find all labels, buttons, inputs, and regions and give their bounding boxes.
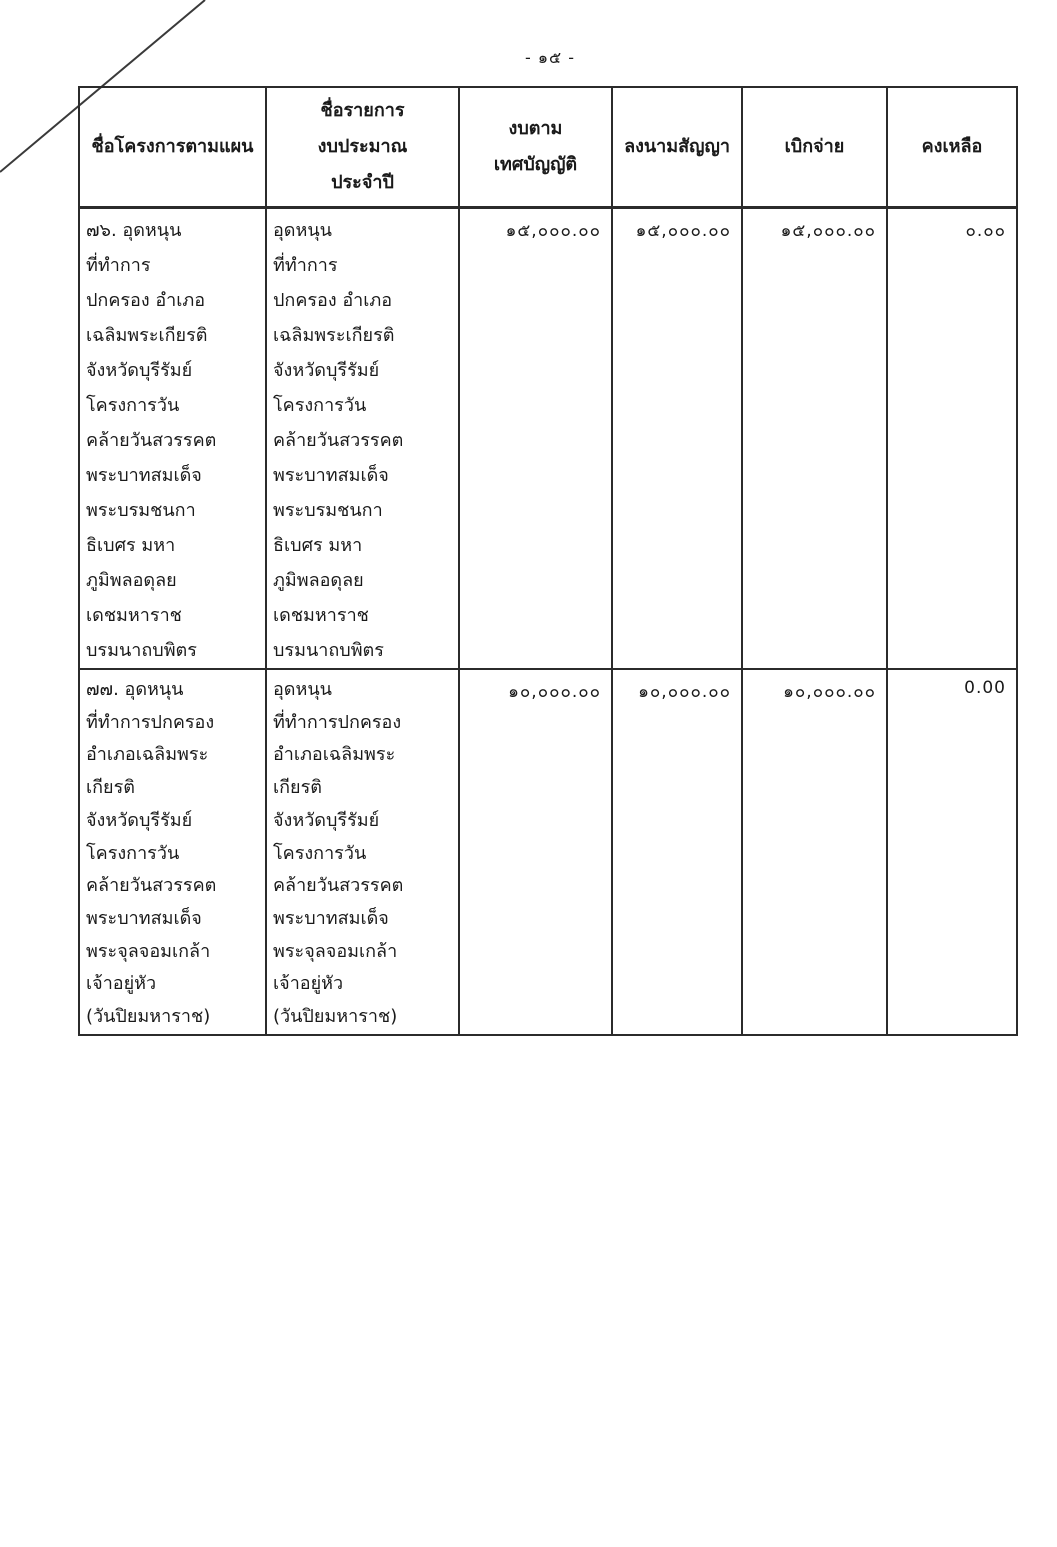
table-row bbox=[79, 208, 1017, 670]
cell-line: อำเภอเฉลิมพระ bbox=[273, 744, 396, 766]
contract-cell bbox=[612, 208, 742, 670]
cell-line: จังหวัดบุรีรัมย์ bbox=[273, 360, 380, 381]
disbursed-cell bbox=[742, 669, 887, 1035]
header-appropriation bbox=[459, 87, 612, 208]
plan-name-text bbox=[80, 670, 265, 1034]
cell-line: โครงการวัน bbox=[273, 842, 367, 864]
header-remaining-text: คงเหลือ bbox=[921, 136, 983, 157]
cell-line: พระบาทสมเด็จ bbox=[86, 907, 202, 929]
disbursed-value: ๑๕,๐๐๐.๐๐ bbox=[780, 221, 876, 241]
cell-line: ที่ทำการ bbox=[273, 255, 338, 276]
cell-line: ที่ทำการปกครอง bbox=[273, 711, 402, 733]
header-contract-text: ลงนามสัญญา bbox=[624, 136, 730, 157]
header-appropriation-line: งบตาม bbox=[508, 118, 563, 139]
plan-name-cell bbox=[79, 669, 266, 1035]
cell-line: ปกครอง อำเภอ bbox=[273, 290, 393, 311]
cell-line: เฉลิมพระเกียรติ bbox=[86, 325, 208, 346]
cell-line: ภูมิพลอดุลย bbox=[86, 570, 177, 591]
contract-value: ๑๕,๐๐๐.๐๐ bbox=[635, 221, 731, 241]
appropriation-value: ๑๐,๐๐๐.๐๐ bbox=[508, 682, 601, 702]
remaining-value: 0.00 bbox=[964, 678, 1006, 698]
header-contract bbox=[612, 87, 742, 208]
header-appropriation-line: เทศบัญญัติ bbox=[493, 154, 578, 175]
table-header-row bbox=[79, 87, 1017, 208]
budget-item-cell bbox=[266, 208, 459, 670]
cell-line: บรมนาถบพิตร bbox=[86, 640, 197, 661]
cell-line: คล้ายวันสวรรคต bbox=[273, 430, 404, 451]
cell-line: จังหวัดบุรีรัมย์ bbox=[86, 809, 193, 831]
plan-name-text bbox=[80, 209, 265, 668]
remaining-cell bbox=[887, 208, 1017, 670]
cell-line: เจ้าอยู่หัว bbox=[273, 973, 344, 995]
remaining-value: ๐.๐๐ bbox=[965, 221, 1006, 241]
contract-value: ๑๐,๐๐๐.๐๐ bbox=[638, 682, 731, 702]
cell-line: ๗๗. อุดหนุน bbox=[86, 679, 184, 700]
cell-line: เฉลิมพระเกียรติ bbox=[273, 325, 395, 346]
cell-line: (วันปิยมหาราช) bbox=[273, 1006, 398, 1028]
budget-table bbox=[78, 86, 1018, 1036]
cell-line: ที่ทำการ bbox=[86, 255, 151, 276]
cell-line: พระบรมชนกา bbox=[273, 500, 383, 521]
cell-line: เจ้าอยู่หัว bbox=[86, 973, 157, 995]
disbursed-value: ๑๐,๐๐๐.๐๐ bbox=[783, 682, 876, 702]
cell-line: โครงการวัน bbox=[86, 395, 180, 416]
cell-line: ภูมิพลอดุลย bbox=[273, 570, 364, 591]
cell-line: คล้ายวันสวรรคต bbox=[273, 875, 404, 897]
cell-line: พระจุลจอมเกล้า bbox=[86, 940, 211, 962]
cell-line: ที่ทำการปกครอง bbox=[86, 711, 215, 733]
header-disbursed bbox=[742, 87, 887, 208]
page-number: - ๑๕ - bbox=[525, 48, 575, 67]
appropriation-value: ๑๕,๐๐๐.๐๐ bbox=[505, 221, 601, 241]
appropriation-cell bbox=[459, 208, 612, 670]
header-budget-item-line: งบประมาณ bbox=[317, 136, 408, 157]
cell-line: คล้ายวันสวรรคต bbox=[86, 875, 217, 897]
cell-line: โครงการวัน bbox=[273, 395, 367, 416]
cell-line: พระบรมชนกา bbox=[86, 500, 196, 521]
header-disbursed-text: เบิกจ่าย bbox=[784, 136, 845, 157]
cell-line: จังหวัดบุรีรัมย์ bbox=[86, 360, 193, 381]
disbursed-cell bbox=[742, 208, 887, 670]
cell-line: พระบาทสมเด็จ bbox=[273, 907, 389, 929]
cell-line: จังหวัดบุรีรัมย์ bbox=[273, 809, 380, 831]
plan-name-cell bbox=[79, 208, 266, 670]
cell-line: อุดหนุน bbox=[273, 220, 332, 241]
remaining-cell bbox=[887, 669, 1017, 1035]
cell-line: ๗๖. อุดหนุน bbox=[86, 220, 182, 241]
header-budget-item-line: ประจำปี bbox=[331, 172, 394, 193]
cell-line: ปกครอง อำเภอ bbox=[86, 290, 206, 311]
header-plan-name bbox=[79, 87, 266, 208]
cell-line: (วันปิยมหาราช) bbox=[86, 1006, 211, 1028]
cell-line: พระบาทสมเด็จ bbox=[273, 465, 389, 486]
budget-item-text bbox=[267, 209, 458, 668]
cell-line: บรมนาถบพิตร bbox=[273, 640, 384, 661]
cell-line: เกียรติ bbox=[86, 777, 135, 799]
budget-item-text bbox=[267, 670, 458, 1034]
header-plan-name-text: ชื่อโครงการตามแผน bbox=[91, 136, 254, 157]
contract-cell bbox=[612, 669, 742, 1035]
appropriation-cell bbox=[459, 669, 612, 1035]
cell-line: ธิเบศร มหา bbox=[86, 535, 176, 556]
cell-line: พระจุลจอมเกล้า bbox=[273, 940, 398, 962]
cell-line: เดชมหาราช bbox=[86, 605, 182, 626]
cell-line: อุดหนุน bbox=[273, 679, 332, 700]
cell-line: ธิเบศร มหา bbox=[273, 535, 363, 556]
budget-item-cell bbox=[266, 669, 459, 1035]
cell-line: เกียรติ bbox=[273, 777, 322, 799]
table-row bbox=[79, 669, 1017, 1035]
cell-line: คล้ายวันสวรรคต bbox=[86, 430, 217, 451]
header-remaining bbox=[887, 87, 1017, 208]
cell-line: พระบาทสมเด็จ bbox=[86, 465, 202, 486]
cell-line: เดชมหาราช bbox=[273, 605, 369, 626]
header-budget-item-line: ชื่อรายการ bbox=[320, 100, 405, 121]
cell-line: โครงการวัน bbox=[86, 842, 180, 864]
header-budget-item bbox=[266, 87, 459, 208]
cell-line: อำเภอเฉลิมพระ bbox=[86, 744, 209, 766]
